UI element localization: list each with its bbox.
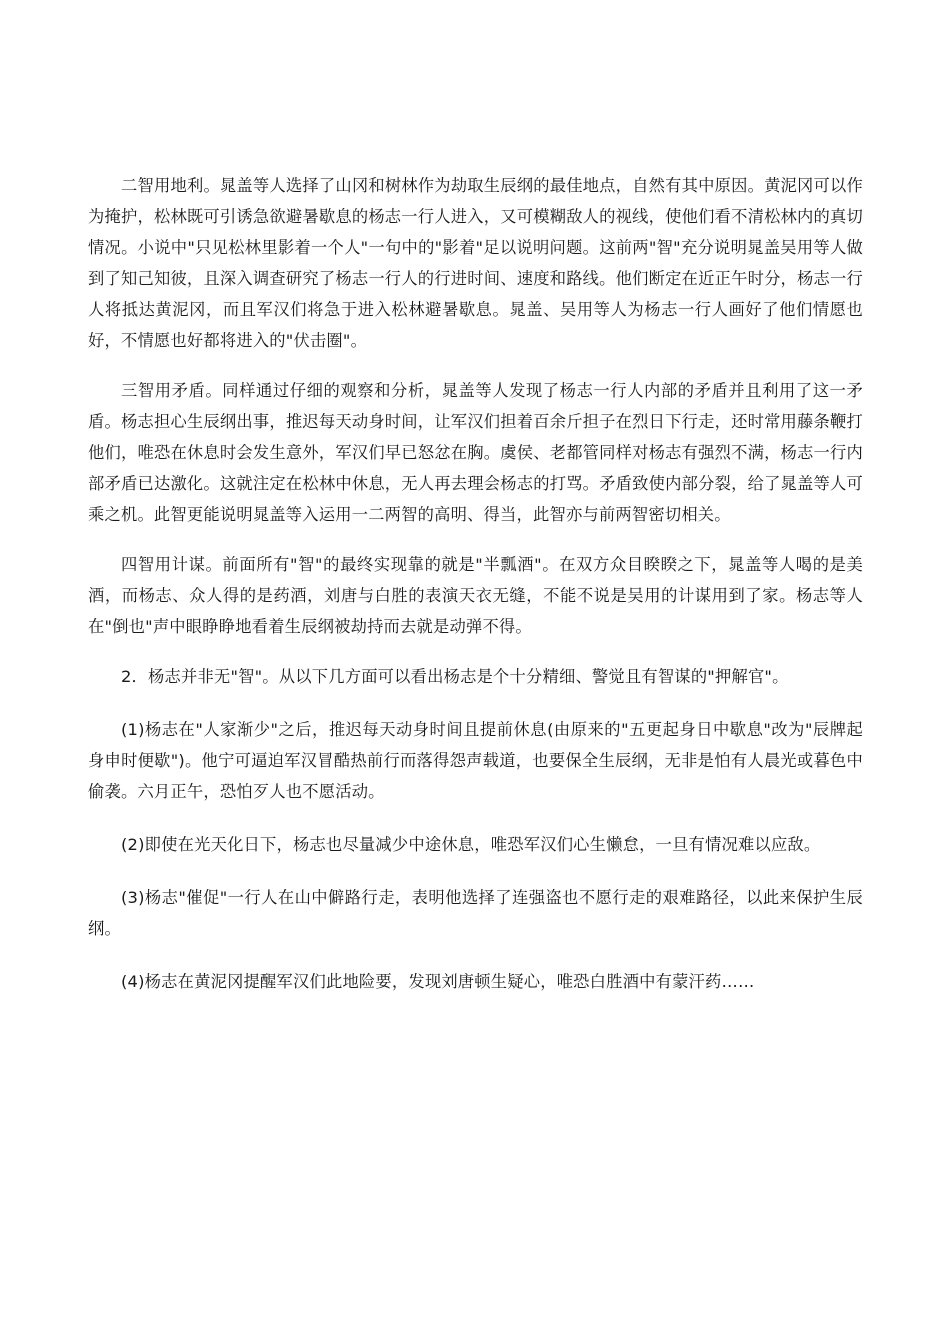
paragraph-third-wisdom: 三智用矛盾。同样通过仔细的观察和分析，晁盖等人发现了杨志一行人内部的矛盾并且利用了这一矛盾。杨志担心生辰纲出事，推迟每天动身时间，让军汉们担着百余斤担子在烈日下行走，还时常用藤条鞭打他们，唯恐在休息时会发生意外，军汉们早已怒忿在胸。虞侯、老都管同样对杨志有强烈不满，杨志一行内部矛盾已达激化。这就注定在松林中休息，无人再去理会杨志的打骂。矛盾致使内部分裂，给了晁盖等人可乘之机。此智更能说明晁盖等入运用一二两智的高明、得当，此智亦与前两智密切相关。 bbox=[88, 381, 863, 524]
paragraph-item-2: (2)即使在光天化日下，杨志也尽量减少中途休息，唯恐军汉们心生懒怠，一旦有情况难以应敌。 bbox=[121, 835, 821, 854]
paragraph-point-2: 2．杨志并非无"智"。从以下几方面可以看出杨志是个十分精细、警觉且有智谋的"押解官"。 bbox=[121, 667, 789, 686]
paragraph-item-3: (3)杨志"催促"一行人在山中僻路行走，表明他选择了连强盗也不愿行走的艰难路径，以此来保护生辰纲。 bbox=[88, 888, 863, 938]
paragraph-second-wisdom: 二智用地利。晁盖等人选择了山冈和树林作为劫取生辰纲的最佳地点，自然有其中原因。黄泥冈可以作为掩护，松林既可引诱急欲避暑歇息的杨志一行人进入，又可模糊敌人的视线，使他们看不清松林内的真切情况。小说中"只见松林里影着一个人"一句中的"影着"足以说明问题。这前两"智"充分说明晁盖吴用等人做到了知己知彼，且深入调查研究了杨志一行人的行进时间、速度和路线。他们断定在近正午时分，杨志一行人将抵达黄泥冈，而且军汉们将急于进入松林避暑歇息。晁盖、吴用等人为杨志一行人画好了他们情愿也好，不情愿也好都将进入的"伏击圈"。 bbox=[88, 176, 863, 350]
paragraph-item-1: (1)杨志在"人家渐少"之后，推迟每天动身时间且提前休息(由原来的"五更起身日中歇息"改为"辰牌起身申时便歇")。他宁可逼迫军汉冒酷热前行而落得怨声载道，也要保全生辰纲，无非是怕有人晨光或暮色中偷袭。六月正午，恐怕歹人也不愿活动。 bbox=[88, 720, 863, 801]
paragraph-fourth-wisdom: 四智用计谋。前面所有"智"的最终实现靠的就是"半瓢酒"。在双方众目睽睽之下，晁盖等人喝的是美酒，而杨志、众人得的是药酒，刘唐与白胜的表演天衣无缝，不能不说是吴用的计谋用到了家。杨志等人在"倒也"声中眼睁睁地看着生辰纲被劫持而去就是动弹不得。 bbox=[88, 555, 863, 636]
document-body bbox=[88, 170, 863, 997]
paragraph-item-4: (4)杨志在黄泥冈提醒军汉们此地险要，发现刘唐顿生疑心，唯恐白胜酒中有蒙汗药…… bbox=[121, 972, 755, 991]
